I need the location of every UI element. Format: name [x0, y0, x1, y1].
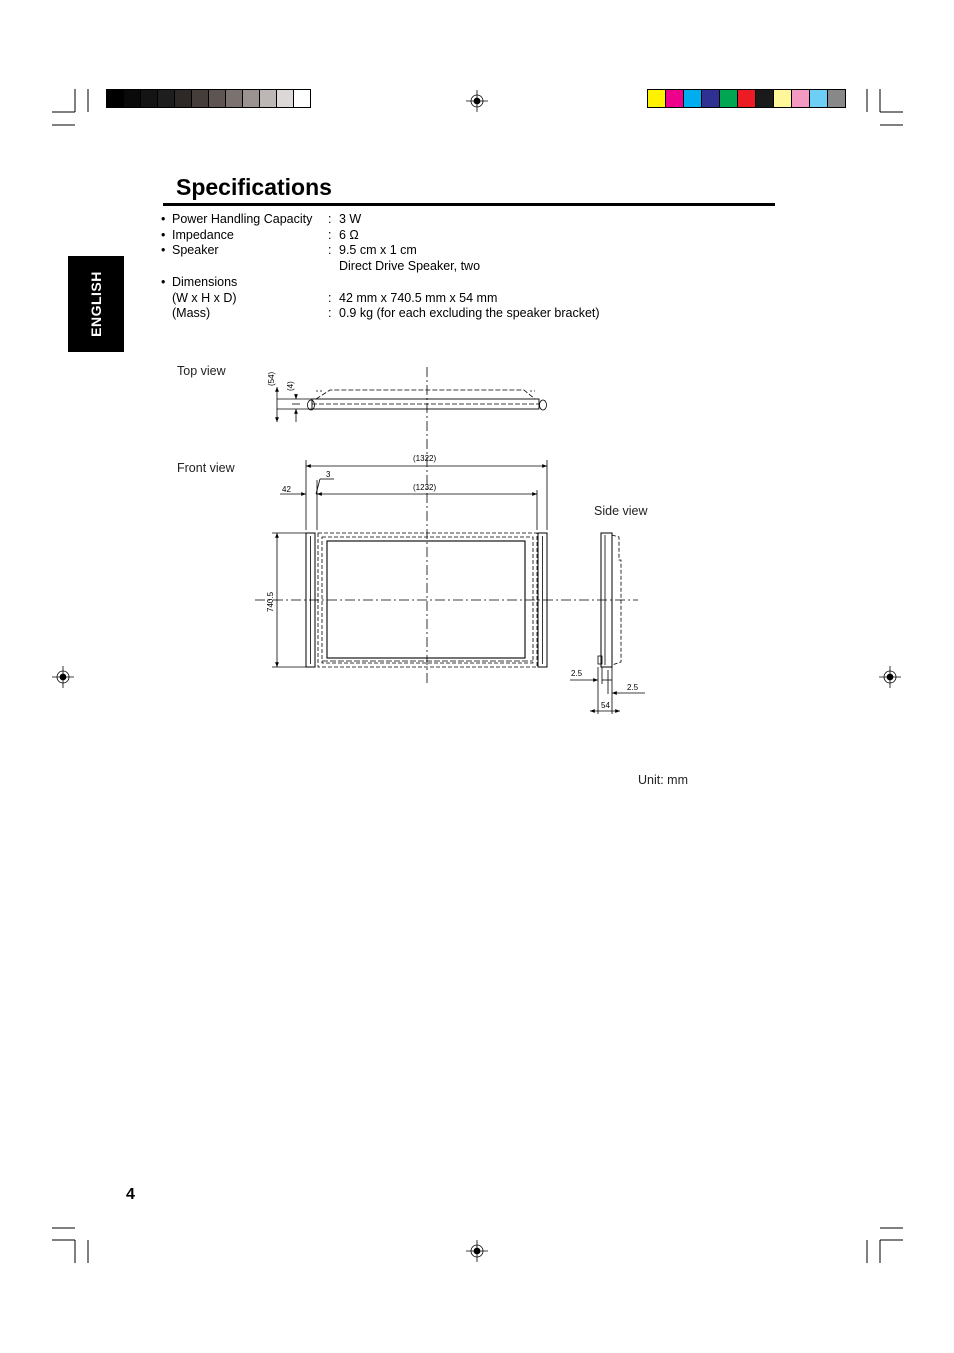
spec-value-power: 3 W	[339, 212, 362, 226]
spec-value-speaker-type: Direct Drive Speaker, two	[339, 259, 481, 273]
dim-3: 3	[326, 470, 331, 479]
spec-label-wxhxd: (W x H x D)	[172, 291, 237, 305]
bullet: •	[161, 228, 166, 242]
spec-colon: :	[328, 243, 332, 257]
dim-1322: (1322)	[413, 454, 437, 463]
side-view-label: Side view	[594, 504, 648, 518]
top-view-drawing	[277, 387, 547, 422]
unit-label: Unit: mm	[638, 773, 688, 787]
top-view-label: Top view	[177, 364, 226, 378]
spec-colon: :	[328, 306, 332, 320]
spec-value-mass: 0.9 kg (for each excluding the speaker bracket)	[339, 306, 600, 320]
spec-label-dimensions: Dimensions	[172, 275, 238, 289]
spec-value-impedance: 6 Ω	[339, 228, 359, 242]
page-number: 4	[126, 1186, 135, 1203]
bullet: •	[161, 243, 166, 257]
spec-value-dimensions: 42 mm x 740.5 mm x 54 mm	[339, 291, 498, 305]
dim-740: 740.5	[266, 591, 275, 612]
dim-2-5-right: 2.5	[627, 683, 639, 692]
dim-42: 42	[282, 485, 291, 494]
spec-colon: :	[328, 228, 332, 242]
front-view-drawing	[272, 460, 547, 667]
bullet: •	[161, 275, 166, 289]
dim-1232: (1232)	[413, 483, 437, 492]
spec-colon: :	[328, 291, 332, 305]
bullet: •	[161, 212, 166, 226]
spec-label-speaker: Speaker	[172, 243, 219, 257]
page-title: Specifications	[176, 174, 332, 200]
dim-top-4: (4)	[286, 381, 295, 391]
spec-colon: :	[328, 212, 332, 226]
dim-top-54: (54)	[267, 371, 276, 386]
spec-label-mass: (Mass)	[172, 306, 211, 320]
registration-mark	[466, 1240, 488, 1262]
spec-label-power: Power Handling Capacity	[172, 212, 313, 226]
front-view-label: Front view	[177, 461, 235, 475]
dim-54: 54	[601, 701, 610, 710]
spec-value-speaker: 9.5 cm x 1 cm	[339, 243, 417, 257]
language-tab-label: ENGLISH	[88, 271, 104, 337]
spec-label-impedance: Impedance	[172, 228, 234, 242]
dim-2-5-left: 2.5	[571, 669, 583, 678]
